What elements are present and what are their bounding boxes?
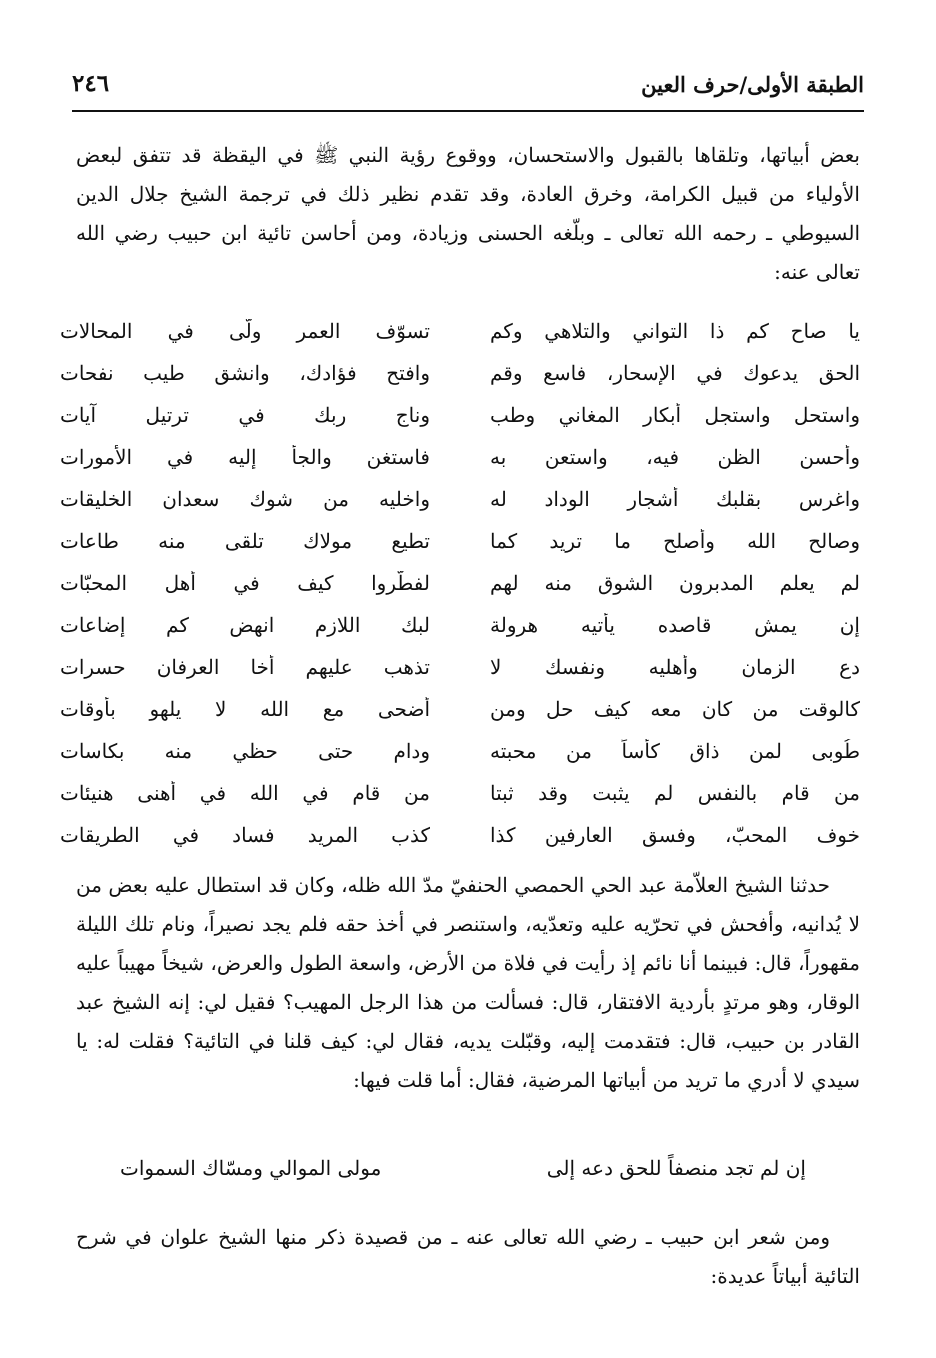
verse-second-hemistich: تذهب عليهم أخا العرفان حسرات <box>60 655 430 679</box>
poem-verse <box>60 352 860 394</box>
single-verse-first-hemistich: إن لم تجد منصفاً للحق دعه إلى <box>546 1156 806 1180</box>
verse-second-hemistich: لبك اللازم انهض كم إضاعات <box>60 613 430 637</box>
verse-second-hemistich: كذب المريد فساد في الطريقات <box>60 823 430 847</box>
opening-paragraph: بعض أبياتها، وتلقاها بالقبول والاستحسان، ووقوع رؤية النبي ﷺ في اليقظة قد تتفق لبعض الأولياء من قبيل الكرامة، وخرق العادة، وقد تقدم نظير ذلك في ترجمة الشيخ جلال الدين السيوطي ـ رحمه الله تعالى ـ وبلّغه الحسنى وزيادة، ومن أحاسن تائية ابن حبيب رضي الله تعالى عنه: <box>76 143 860 284</box>
poem-verse <box>60 520 860 562</box>
verse-first-hemistich: واستحل واستجل أبكار المغاني وطب <box>490 403 860 427</box>
page-number: ٢٤٦ <box>72 70 110 97</box>
verse-first-hemistich: إن يمشِ قاصده يأتيه هرولة <box>490 613 860 637</box>
verse-second-hemistich: واخليه من شوك سعدان الخليقات <box>60 487 430 511</box>
verse-first-hemistich: طُوبى لمن ذاق كأساً من محبته <box>490 739 860 763</box>
verse-second-hemistich: لفطّروا كيف في أهل المحبّات <box>60 571 430 595</box>
poem-verse <box>60 394 860 436</box>
verse-first-hemistich: وصالح الله وأصلح ما تريد كما <box>490 529 860 553</box>
verse-first-hemistich: كالوقت من كان معه كيف حل ومن <box>490 697 860 721</box>
verse-first-hemistich: الحق يدعوك في الإسحار، فاسع وقم <box>490 361 860 385</box>
poem-verse <box>60 646 860 688</box>
verse-second-hemistich: فاستغن والجأ إليه في الأمورات <box>60 445 430 469</box>
verse-first-hemistich: يا صاح كم ذا التواني والتلاهي وكم <box>490 319 860 343</box>
single-verse <box>120 1156 806 1180</box>
single-verse-second-hemistich: مولى الموالي ومسّاك السموات <box>120 1156 382 1180</box>
poem-verse <box>60 478 860 520</box>
verse-second-hemistich: وافتح فؤادك، وانشق طيب نفحات <box>60 361 430 385</box>
verse-first-hemistich: دع الزمان وأهليه ونفسك لا <box>490 655 860 679</box>
running-title: الطبقة الأولى/حرف العين <box>641 72 864 97</box>
poem-verse <box>60 688 860 730</box>
verse-first-hemistich: لم يعلم المدبرون الشوق منه لهم <box>490 571 860 595</box>
poem-verse <box>60 310 860 352</box>
poem-verse <box>60 730 860 772</box>
verse-first-hemistich: واغرس بقلبك أشجار الوداد له <box>490 487 860 511</box>
page-header <box>72 60 864 112</box>
poem-block <box>60 310 860 856</box>
verse-second-hemistich: تطيع مولاك تلقى منه طاعات <box>60 529 430 553</box>
verse-second-hemistich: تسوّف العمر ولّى في المحالات <box>60 319 430 343</box>
verse-second-hemistich: من قام في الله في أهنى هنيئات <box>60 781 430 805</box>
narrative-paragraph: حدثنا الشيخ العلاّمة عبد الحي الحمصي الحنفيّ مدّ الله ظله، وكان قد استطال عليه بعض من لا يُدانيه، وأفحش في تحرّيه عليه وتعدّيه، واستنصر في أخذ حقه فلم يجد نصيراً، ونام تلك الليلة مقهوراً، قال: فبينما أنا نائم إذ رأيت في فلاة من الأرض، واسعة الطول والعرض، شيخاً مهيباً عليه الوقار، وهو مرتدٍ بأردية الافتقار، قال: فسألت من هذا الرجل المهيب؟ فقيل لي: إنه الشيخ عبد القادر بن حبيب، قال: فتقدمت إليه، وقبّلت يديه، فقال لي: كيف قلنا في التائية؟ فقلت له: يا سيدي لا أدري ما تريد من أبياتها المرضية، فقال: أما قلت فيها: <box>76 873 860 1092</box>
poem-verse <box>60 814 860 856</box>
poem-verse <box>60 772 860 814</box>
poem-verse <box>60 604 860 646</box>
poem-verse <box>60 562 860 604</box>
verse-first-hemistich: وأحسن الظن فيه، واستعن به <box>490 445 860 469</box>
verse-first-hemistich: من قام بالنفس لم يثبت وقد ثبتا <box>490 781 860 805</box>
verse-second-hemistich: وناج ربك في ترتيل آيات <box>60 403 430 427</box>
closing-paragraph: ومن شعر ابن حبيب ـ رضي الله تعالى عنه ـ من قصيدة ذكر منها الشيخ علوان في شرح التائية أبياتاً عديدة: <box>76 1225 860 1288</box>
verse-second-hemistich: ودام حتى حظي منه بكاسات <box>60 739 430 763</box>
verse-first-hemistich: خوف المحبّ، وفسق العارفين كذا <box>490 823 860 847</box>
verse-second-hemistich: أضحى مع الله لا يلهو بأوقات <box>60 697 430 721</box>
poem-verse <box>60 436 860 478</box>
